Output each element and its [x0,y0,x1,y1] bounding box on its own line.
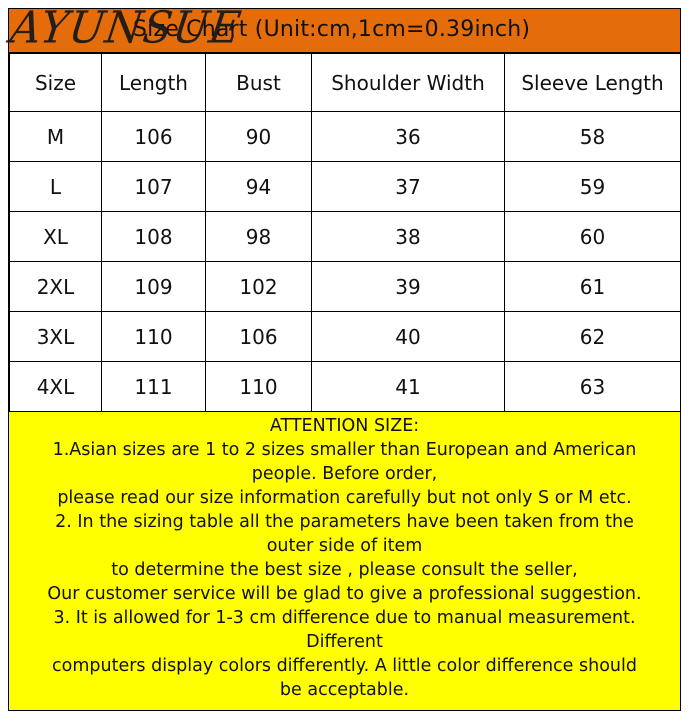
cell-sleeve-length: 63 [505,362,681,412]
notice-line: people. Before order, [251,464,438,484]
cell-size: 4XL [10,362,102,412]
table-row [10,112,681,162]
cell-bust: 94 [206,162,312,212]
notice-line: 1.Asian sizes are 1 to 2 sizes smaller than European and American [52,440,637,460]
table-row [10,262,681,312]
notice-line: Different [306,632,383,652]
cell-bust: 106 [206,312,312,362]
notice-line: Our customer service will be glad to give a professional suggestion. [47,584,642,604]
cell-length: 106 [102,112,206,162]
cell-sleeve-length: 60 [505,212,681,262]
header-length: Length [102,54,206,112]
notice-line: 2. In the sizing table all the parameters have been taken from the [55,512,634,532]
cell-sleeve-length: 59 [505,162,681,212]
attention-notice [9,411,680,710]
size-chart [7,1,681,711]
cell-length: 110 [102,312,206,362]
notice-line: please read our size information carefully but not only S or M etc. [57,488,632,508]
cell-shoulder-width: 40 [312,312,505,362]
notice-line: outer side of item [266,536,423,556]
cell-sleeve-length: 62 [505,312,681,362]
header-bust: Bust [206,54,312,112]
cell-sleeve-length: 58 [505,112,681,162]
cell-length: 109 [102,262,206,312]
cell-size: 2XL [10,262,102,312]
cell-shoulder-width: 39 [312,262,505,312]
brand-logo: AYUNSUE [7,1,245,54]
cell-size: 3XL [10,312,102,362]
size-table [9,53,681,412]
cell-bust: 98 [206,212,312,262]
cell-length: 107 [102,162,206,212]
cell-shoulder-width: 38 [312,212,505,262]
cell-length: 108 [102,212,206,262]
table-row [10,362,681,412]
cell-bust: 90 [206,112,312,162]
cell-shoulder-width: 37 [312,162,505,212]
chart-title: Size Chart (Unit:cm,1cm=0.39inch) [133,17,531,42]
cell-size: M [10,112,102,162]
cell-shoulder-width: 41 [312,362,505,412]
cell-size: XL [10,212,102,262]
cell-length: 111 [102,362,206,412]
notice-line: be acceptable. [279,680,410,700]
notice-heading: ATTENTION SIZE: [269,416,420,436]
notice-line: 3. It is allowed for 1-3 cm difference due to manual measurement. [53,608,636,628]
notice-line: computers display colors differently. A little color difference should [52,656,637,676]
cell-sleeve-length: 61 [505,262,681,312]
table-row [10,312,681,362]
cell-bust: 102 [206,262,312,312]
table-header-row [10,54,681,112]
cell-bust: 110 [206,362,312,412]
cell-shoulder-width: 36 [312,112,505,162]
header-shoulder-width: Shoulder Width [312,54,505,112]
header-sleeve-length: Sleeve Length [505,54,681,112]
header-size: Size [10,54,102,112]
cell-size: L [10,162,102,212]
notice-line: to determine the best size , please consult the seller, [111,560,578,580]
table-row [10,162,681,212]
table-row [10,212,681,262]
